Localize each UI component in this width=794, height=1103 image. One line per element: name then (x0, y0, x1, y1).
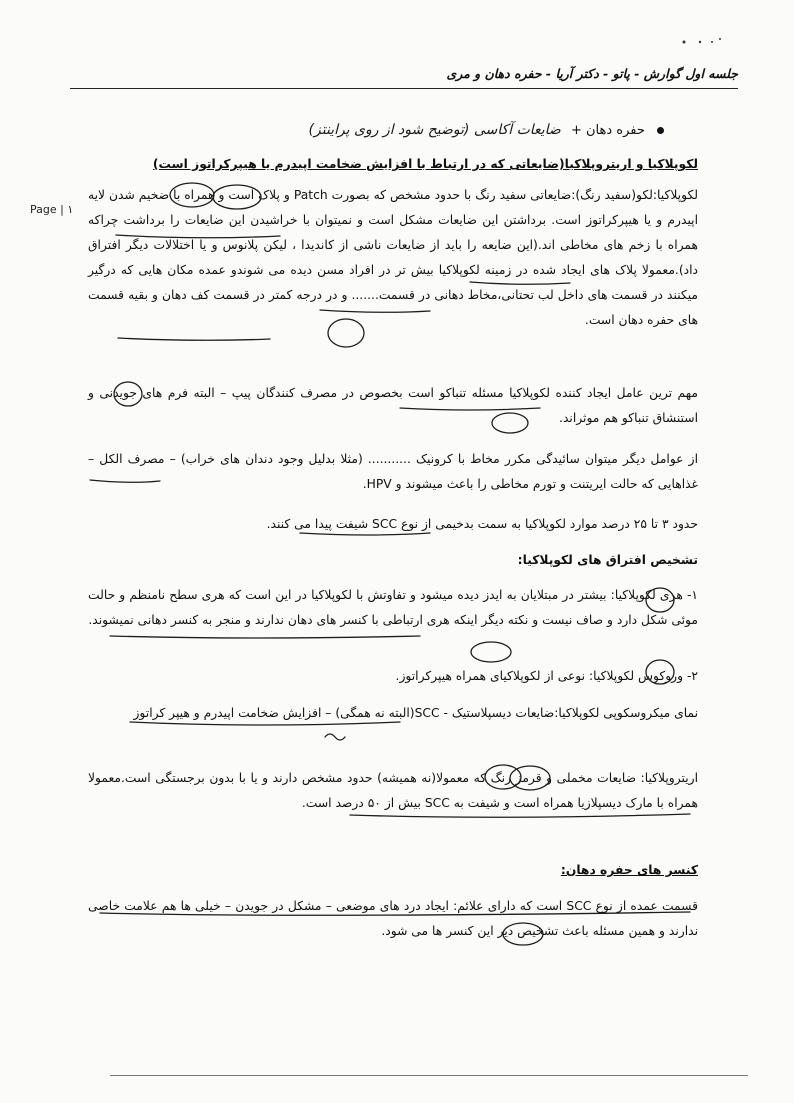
page-number: Page | ۱ (30, 203, 74, 216)
underline-mark (320, 310, 430, 312)
circle-mark (503, 923, 543, 945)
circle-mark (328, 319, 364, 347)
circle-mark (114, 382, 142, 406)
underline-mark (90, 480, 160, 482)
tobacco-paragraph: مهم ترین عامل ایجاد کننده لکوپلاکیا مسئله تنباکو است بخصوص در مصرف کنندگان پیپ – البته فرم های جویدنی و استنشاق تنباکو هم موثراند. (88, 386, 698, 425)
circle-mark (485, 765, 521, 789)
squiggle-mark (325, 734, 345, 740)
underline-mark (400, 408, 540, 410)
circle-mark (510, 766, 550, 790)
bullet-text: حفره دهان + (570, 123, 645, 138)
oral-cancer-paragraph: قسمت عمده از نوع SCC است که دارای علائم: ایجاد درد های موضعی – مشکل در جویدن – خیلی ها هم علامت خاصی ندارند و همین مسئله باعث تشخیص دیر این کنسر ها می شود. (88, 899, 698, 938)
underline-mark (110, 636, 420, 638)
differential-item-1: ۱- هری لکوپلاکیا: بیشتر در مبتلایان به ایدز دیده میشود و تفاوتش با لکوپلاکیا در این است که هری سطح نامنظم و حالت موئی شکل دارد و صاف نیست و نکته دیگر اینکه هری ارتباطی با کنسر های دهان ندارند و منجر به کنسر دهانی نمیشوند. (88, 588, 698, 627)
underline-mark (350, 814, 690, 817)
circle-mark (646, 588, 674, 612)
oral-cancer-heading: کنسر های حفره دهان: (560, 863, 698, 877)
underline-mark (470, 282, 570, 284)
differential-heading: تشخیص افتراق های لکوپلاکیا: (517, 553, 698, 567)
malignancy-paragraph: حدود ۳ تا ۲۵ درصد موارد لکوپلاکیا به سمت بدخیمی از نوع SCC شیفت پیدا می کنند. (266, 517, 698, 531)
document-header: جلسه اول گوارش - پاتو - دکتر آریا - حفره دهان و مری (70, 66, 738, 89)
erythroplakia-paragraph: اریتروپلاکیا: ضایعات مخملی و قرمز رنگ که معمولا(نه همیشه) حدود مشخص دارند و یا با بدون برجستگی است.معمولا همراه با مارک دیسپلازیا همراه است و شیفت به SCC بیش از ۵۰ درصد است. (88, 771, 698, 810)
other-factors-paragraph: از عوامل دیگر میتوان سائیدگی مکرر مخاط با کرونیک ........... (مثلا بدلیل وجود دندان های خراب) – مصرف الکل – غذاهایی که حالت ایریتنت و تورم مخاطی را باعث میشوند و HPV. (88, 452, 698, 491)
circle-mark (471, 642, 511, 662)
underline-mark (300, 533, 430, 535)
handwritten-note: ضایعات آکاسی (توضیح شود از روی پراینتز) (308, 122, 561, 138)
underline-mark (118, 338, 270, 340)
page-footer-line (110, 1075, 748, 1076)
underline-mark (100, 912, 690, 915)
circle-mark (646, 660, 674, 684)
circle-mark (213, 185, 261, 209)
intro-heading: لکوپلاکیا و اریتروپلاکیا(ضایعاتی که در ارتباط با افزایش ضخامت اپیدرم یا هیپرکراتوز است) (152, 157, 698, 171)
underline-mark (116, 235, 280, 238)
differential-item-2: ۲- وروکوس لکوپلاکیا: نوعی از لکوپلاکیای همراه هیپرکراتوز. (395, 669, 698, 683)
underline-mark (130, 722, 400, 725)
circle-mark (492, 413, 528, 433)
circle-mark (170, 183, 214, 207)
microscopy-paragraph: نمای میکروسکوپی لکوپلاکیا:ضایعات دیسپلاستیک - SCC(البته نه همگی) – افزایش ضخامت اپیدرم و هیپر کراتوز (133, 706, 698, 720)
leukoplakia-paragraph: لکوپلاکیا:لکو(سفید رنگ):ضایعاتی سفید رنگ با حدود مشخص که بصورت Patch و پلاک است و همراه با ضخیم شدن لایه اپیدرم و یا هیپرکراتوز است. برداشتن این ضایعات مشکل است و نمیتوان با خراشیدن این ضایعات را برداشت چراکه همراه با زخم های مخاطی اند.(این ضایعه را باید از ضایعات ناشی از کاندیدا ، لیکن پلانوس و یا اختلالات دیگر افتراق داد).معمولا پلاک های ایجاد شده در زمینه لکوپلاکیا بیش تر در افراد مسن دیده می شوندو عمده مکان هایی که درگیر میکنند در قسمت های داخل لب تحتانی،مخاط دهانی در قسمت....... و در درجه کمتر در قسمت کف دهان و بقیه قسمت های حفره دهان است. (88, 188, 698, 327)
